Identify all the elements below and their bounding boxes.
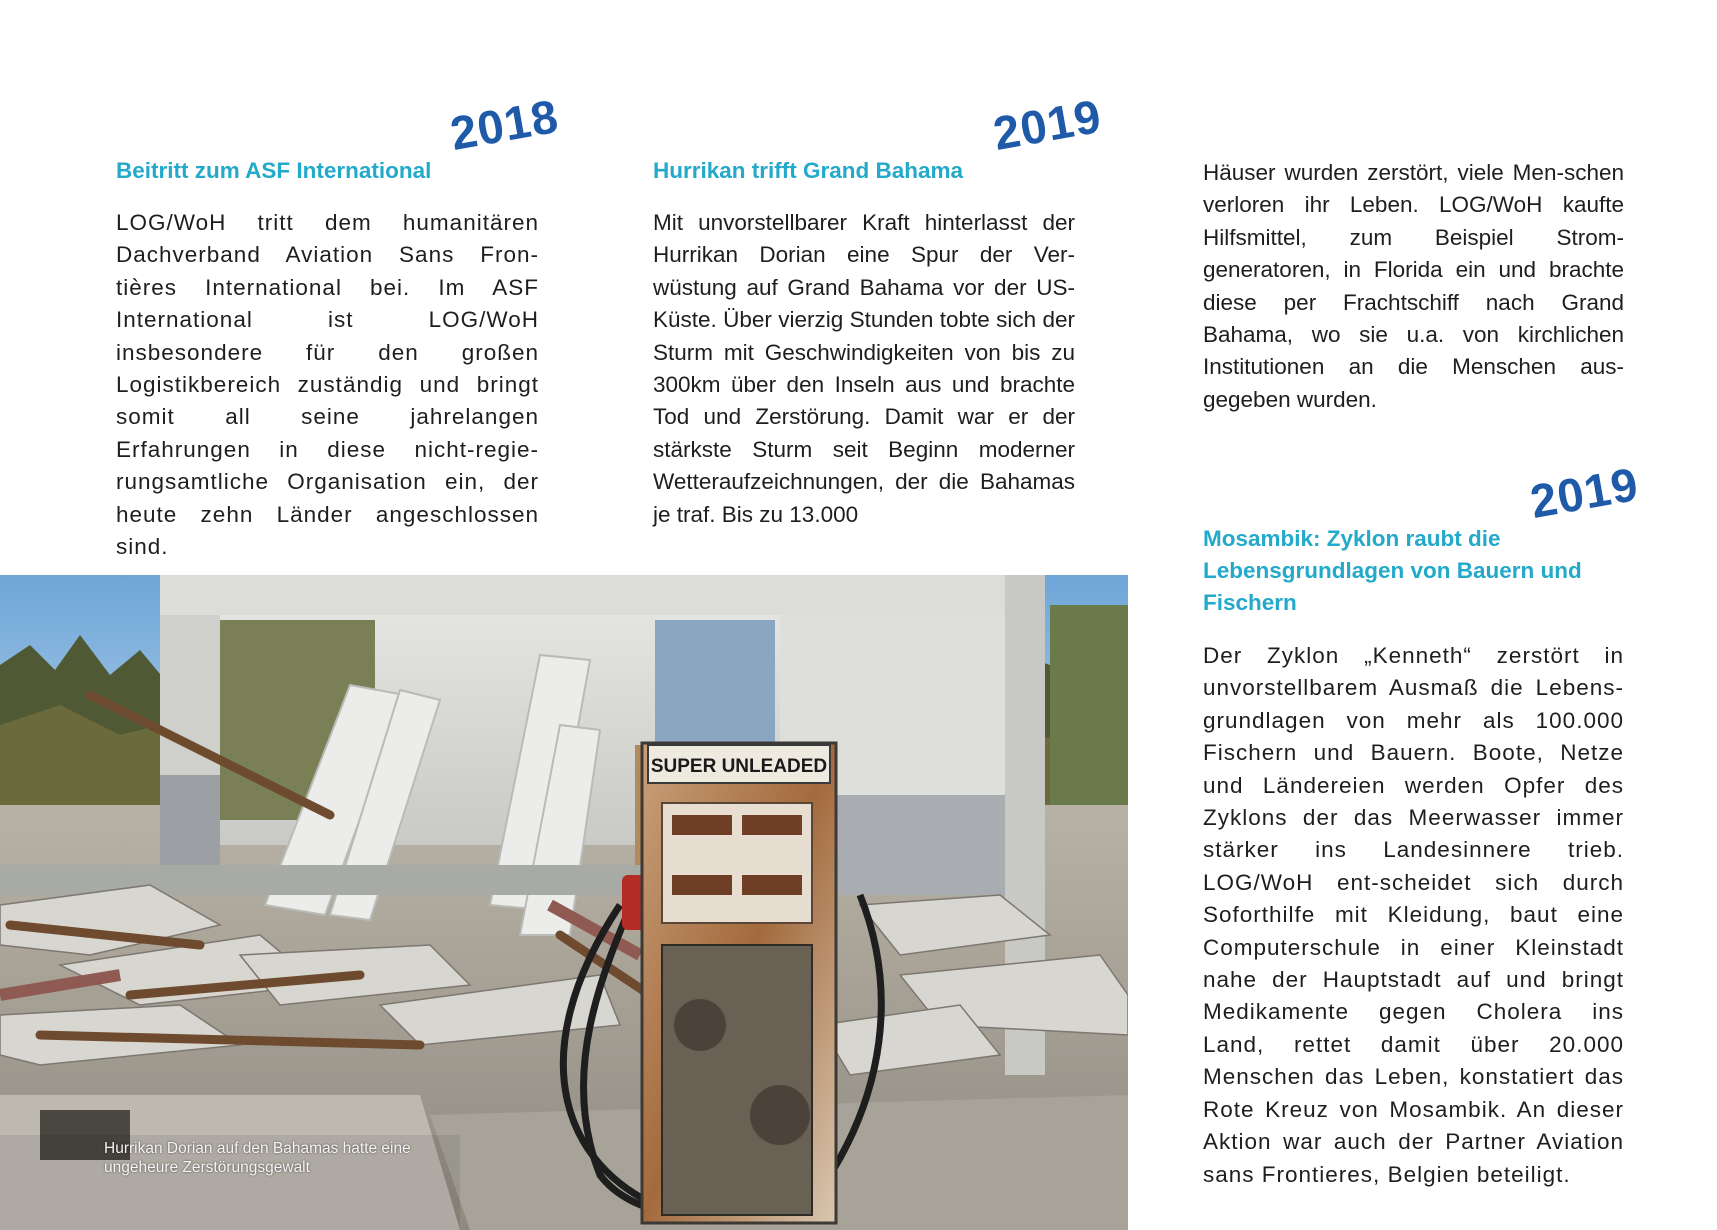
year-2018: 2018 <box>446 88 563 160</box>
body-hurrikan-grand-bahama: Mit unvorstellbarer Kraft hinterlasst der Hurrikan Dorian eine Spur der Ver-wüstung auf Grand Bahama vor der US-Küste. Über vierzig Stunden tobte sich der Sturm mit Geschwindigkeiten von bis zu 300km über den Inseln aus und brachte Tod und Zerstörung. Damit war er der stärkste Sturm seit Beginn moderner Wetteraufzeichnungen, der die Bahamas je traf. Bis zu 13.000 <box>653 210 1075 527</box>
body-bahamas-continuation: Häuser wurden zerstört, viele Men-schen verloren ihr Leben. LOG/WoH kaufte Hilfsmittel, zum Beispiel Strom-generatoren, in Florida ein und brachte diese per Frachtschiff nach Grand Bahama, wo sie u.a. von kirchlichen Institutionen an die Menschen aus-gegeben wurden. <box>1203 160 1624 412</box>
photo-caption: Hurrikan Dorian auf den Bahamas hatte eine ungeheure Zerstörungsgewalt <box>104 1140 411 1176</box>
year-2019-mosambik: 2019 <box>1526 456 1643 528</box>
year-2019-bahamas: 2019 <box>989 88 1106 160</box>
hurricane-damage-photo <box>0 575 1128 1230</box>
body-mosambik-zyklon: Der Zyklon „Kenneth“ zerstört in unvorstellbarem Ausmaß die Lebens-grundlagen von mehr als 100.000 Fischern und Bauern. Boote, Netze und Ländereien werden Opfer des Zyklons der das Meerwasser immer stärker ins Landesinnere trieb. LOG/WoH ent-scheidet sich durch Soforthilfe mit Kleidung, baut eine Computerschule in einer Kleinstadt nahe der Hauptstadt auf und bringt Medikamente gegen Cholera ins Land, rettet damit über 20.000 Menschen das Leben, konstatiert das Rote Kreuz von Mosambik. An dieser Aktion war auch der Partner Aviation sans Frontieres, Belgien beteiligt. <box>1203 643 1624 1187</box>
heading-asf-international: Beitritt zum ASF International <box>116 158 432 183</box>
pump-sign: SUPER UNLEADED <box>650 756 828 777</box>
heading-hurrikan-grand-bahama: Hurrikan trifft Grand Bahama <box>653 158 964 183</box>
body-asf-international: LOG/WoH tritt dem humanitären Dachverband Aviation Sans Fron-tières International bei. Im ASF International ist LOG/WoH insbesondere für den großen Logistikbereich zuständig und bringt somit all seine jahrelangen Erfahrungen in diese nicht-regie-rungsamtliche Organisation ein, der heute zehn Länder angeschlossen sind. <box>116 210 539 560</box>
heading-mosambik-zyklon: Mosambik: Zyklon raubt die Lebensgrundlagen von Bauern und Fischern <box>1203 526 1582 615</box>
